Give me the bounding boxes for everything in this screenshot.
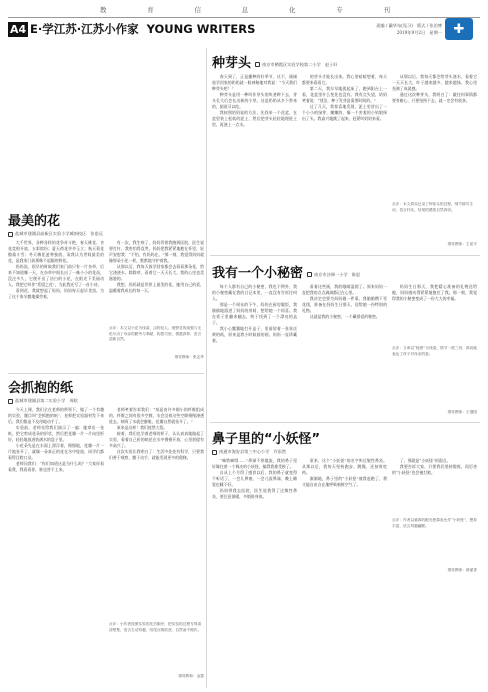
banner-char: 化 [289, 6, 296, 14]
article-byline [255, 62, 337, 68]
advisor: 指导教师：王星平 [447, 242, 477, 246]
byline-text: 盐城市建湖县高新区实验小学城南校区 张思远 [15, 231, 103, 236]
paragraph: 妈妈生日那天，我把精心准备的礼物送给她，妈妈感动得紧紧地抱住了我。那一刻，我觉得我的小秘密变成了一份大大的幸福。 [392, 284, 477, 302]
paragraph: 每个人都有自己的小秘密，我也不例外，我的小秘密藏在我的日记本里，一直没有告诉任何人。 [212, 284, 297, 302]
article-body [109, 407, 204, 622]
byline-text: 南通市海安县第三中心小学 许添然 [219, 449, 287, 454]
advisor: 指导教师：张志华 [174, 355, 204, 359]
article-body [212, 458, 297, 684]
byline-marker-icon [8, 232, 13, 237]
article-title: 会抓抱的纸 [8, 381, 74, 396]
paragraph: 看到花，我就想起了妈妈，妈妈每天起早贪黑，为了这个家辛勤地操劳着。 [8, 288, 104, 300]
article-body [302, 284, 387, 419]
banner-char: 专 [336, 6, 343, 14]
article-body [302, 458, 387, 684]
section-divider [8, 373, 204, 374]
article-body [302, 74, 387, 252]
banner-char: 教 [100, 6, 107, 14]
paragraph: 小花朵先是在水面上漂浮着，慢慢地，花瓣一片一片地张开了，就像一朵真正的花在水中绽放，同学们都看得目瞪口呆。 [8, 443, 104, 461]
article-secret [212, 262, 480, 419]
column-divider [206, 48, 207, 688]
paragraph: 实验前，老师先给我们演示了一遍：她拿出一张纸，把它剪成花朵的形状，然后把花瓣一片一片向里折好，轻轻地放进装满水的盘子里。 [8, 425, 104, 443]
meta-date: 2019年9月2日 星期一 [396, 30, 442, 35]
advisor: 指导教师：薛丽香 [447, 568, 477, 572]
advisor: 指导教师：王继国 [447, 410, 477, 414]
header-rule [8, 17, 480, 18]
meta-editors: 责编 / 戴华东(见习) 版式 / 张治博 [376, 23, 442, 28]
article-comment: 点评：作者以童真的眼光把鼻炎比作“小妖怪”，想象丰富，语言风趣幽默。 [392, 518, 477, 528]
paragraph: 原来是这样！我们恍然大悟。 [116, 425, 168, 431]
paragraph: 大千世界，各种各样的花争奇斗艳，春天桃花、杏花竞相开放，五彩缤纷；夏天荷花亭亭玉立；秋天菊花傲霜斗雪；冬天梅花凌寒独放，而我认为世间最美的花，是我家门前那株不起眼的野花。 [8, 240, 104, 264]
banner-char: 信 [194, 6, 201, 14]
paragraph: 这次实验让我明白了：生活中处处有科学，只要我们善于观察，勤于动手，就能发现更多的奥秘。 [109, 449, 204, 461]
article-byline [212, 449, 480, 455]
paragraph: 我想，妈妈就是世界上最美的花，她用自己的爱，温暖着我成长的每一天。 [109, 282, 204, 294]
paragraph: 春天到了，正是播种的好季节，这不，刚刚放学回家的奶奶就一脸神秘地对我说：“今天我们种芽头吧！” [212, 74, 297, 92]
article-paper [8, 377, 204, 687]
article-body [392, 74, 477, 202]
article-nose [212, 428, 480, 686]
paragraph: 我按照奶奶说的方法，先找来一个花盆，在盆里装上松软的泥土，然后把芽头轻轻地埋进土里，再浇上一点水。 [212, 110, 297, 128]
article-comment: 点评：本文真实记录了种芽头的过程，细节描写生动，语言朴实，结尾的感悟自然真切。 [392, 202, 474, 212]
byline-text: 南京市栖霞区实验学校第二小学 赵子轩 [262, 61, 338, 67]
column-title-en: YOUNG WRITERS [146, 22, 256, 36]
banner-chars [100, 5, 390, 14]
article-byline [8, 398, 204, 404]
article-body [392, 284, 477, 346]
paragraph: 老师问我们：“你们知道这是为什么吗？”大家你看看我，我看看你，谁也答不上来。 [8, 461, 104, 473]
banner-char: 息 [241, 6, 249, 14]
page-number: A4 [10, 23, 27, 36]
advisor: 指导教师：金蔷 [178, 674, 204, 678]
paragraph: 妈妈带我去医院，医生说我得了过敏性鼻炎，要注意保暖，多锻炼身体。 [212, 488, 297, 500]
byline-text: 盐城市建湖县第二实验小学 周晗 [15, 398, 78, 403]
article-body [109, 240, 204, 326]
header-meta [370, 22, 442, 36]
banner-char: 育 [147, 6, 154, 14]
paragraph: 过了几天，我惊喜地发现，泥土里冒出了一个小小的绿芽，嫩嫩的，像一个害羞的小姑娘探出了头。我高兴地跳了起来，赶紧叫奶奶来看。 [302, 104, 387, 122]
paragraph: “嘀嗒嘀嗒……”鼻涕不停地流，我的鼻子里好像住着一个调皮的小妖怪，搞得我难受极了。 [212, 458, 297, 470]
article-body [8, 407, 104, 687]
byline-marker-icon [307, 272, 312, 277]
article-comment: 点评：本文以小花为线索，由物及人，借野花的顽强与无私写出了母亲的勤劳与奉献，构思巧妙，情感真挚，语言清新自然。 [109, 326, 202, 342]
paragraph: 我决定也要为妈妈做一件事。我偷偷攒下零花钱，准备在妈妈生日那天，送给她一份特别的礼物。 [302, 296, 387, 314]
paragraph: 通过这次种芽头，我明白了：做任何事情都要有耐心，只要坚持下去，就一定会有收获。 [392, 92, 477, 104]
page-header [0, 0, 488, 48]
paragraph: 老师笑着告诉我们：“纸是由许多细小的纤维组成的，纤维之间有很多空隙，水会沿着这些空隙慢慢渗透进去，纸吸了水就会膨胀，花瓣自然就张开了。” [109, 407, 204, 425]
paragraph: 渐渐地，鼻子里的“小妖怪”被我赶跑了，我又能自由自在地呼吸新鲜空气了。 [302, 476, 387, 488]
article-body [212, 74, 297, 252]
paragraph: 第二天，我早早地就起床了，跑到阳台上一看，花盆里什么变化也没有。我有点失望，奶奶笑着说：“别急，种子发芽是需要时间的。” [302, 86, 387, 104]
paragraph: 今天上课，我们全在老师的带领下，做了一个有趣的实验，题目叫“会抓抱的纸”，老师把实验器材发下来后，我们都迫不及待地动手了。 [8, 407, 104, 425]
section-divider [210, 422, 480, 423]
paragraph: 的芽头才能长出来。我心里暗暗想着，每天都要来看看它。 [302, 74, 387, 86]
banner-char: 刊 [383, 6, 390, 14]
paragraph: 那是一个周末的下午，妈妈在厨房做饭，我偷偷地溜进了妈妈的房间，想给她一个惊喜。我在柜子里翻来翻去，终于找到了一个漂亮的盒子。 [212, 302, 297, 326]
logo-icon: ✚ [453, 21, 465, 37]
paragraph: 了，那就是“小妖怪”的弱点。 [399, 458, 451, 463]
article-body [212, 284, 297, 419]
article-title: 种芽头 [212, 56, 252, 71]
article-body [8, 240, 104, 366]
article-seed [212, 52, 480, 252]
article-byline [307, 272, 360, 278]
paragraph: 从那以后，我每天都会给芽头浇水，看着它一天天长大，叶子越来越多，越来越绿，我心里充满了成就感。 [392, 74, 477, 92]
paragraph: 这就是我的小秘密，一个藏着爱的秘密。 [309, 314, 380, 320]
paragraph: 接着，我们也学着老师的样子，认认真真地做起了实验，看着自己折的纸花在水中慢慢开放，心里别提有多高兴了。 [109, 431, 204, 449]
byline-marker-icon [212, 450, 217, 455]
article-title: 最美的花 [8, 214, 61, 229]
header-logo [445, 18, 473, 40]
byline-marker-icon [255, 62, 260, 67]
section-divider [210, 255, 480, 256]
paragraph: 我要告诉大家，只要我们坚持锻炼，再厉害的“小妖怪”也会被打败。 [392, 464, 477, 476]
byline-text: 南京市沙洲一小学 陈思 [314, 271, 361, 277]
article-body [392, 458, 477, 518]
article-flower [8, 210, 204, 370]
column-title [30, 21, 255, 37]
article-title: 我有一个小秘密 [212, 266, 304, 281]
paragraph: 从那以后，我每天放学回家都会去看看那朵花，给它浇浇水、除除草，看着它一天天长大，我的心里也美滋滋的。 [109, 264, 204, 282]
paragraph: 种芽头是用一种叫作芽头的块茎种下去，芽头长大后会长出新的小芽。这是奶奶从乡下带来的，据说可以吃。 [212, 92, 297, 110]
article-comment: 点评：文章以“秘密”为线索，情节一波三折，真切地表达了孩子对母亲的爱。 [392, 346, 477, 356]
article-title: 鼻子里的“小妖怪” [212, 432, 321, 447]
byline-marker-icon [8, 399, 13, 404]
paragraph: 我小心翼翼地打开盒子，里面装着一张张泛黄的纸，原来是我小时候画的画，妈妈一直珍藏着。 [212, 326, 297, 344]
article-comment: 点评：小作者按照实验的先后顺序，把实验的过程写得清清楚楚，语言生动有趣，结尾点明收获，自然而不做作。 [109, 622, 202, 632]
article-byline [8, 231, 204, 237]
paragraph: 有一次，我生病了，妈妈背着我跑到医院，医生说要打针，我害怕得直哭，妈妈把我紧紧地抱在怀里，轻声安慰我：“不怕，有妈妈在。”那一刻，我觉得妈妈就像那朵小花一样，默默地守护着我。 [109, 240, 204, 264]
paragraph: 看着这些画，我的眼睛湿润了。原来妈妈一直把我的点点滴滴都记在心里。 [302, 284, 387, 296]
paragraph: 自从上个月得了感冒以后，我的鼻子就变得不听话了，一会儿鼻塞，一会儿流鼻涕，晚上睡觉也睡不好。 [212, 470, 297, 488]
paragraph: 妈妈说，很早的时候我们家门前只有一片杂草，后来不知道哪一天，在杂草中间长出了一株小小的花苗，没过多久，它便开出了洁白的小花，在阳光下美丽动人，我把它叫作“希望之花”，为此我还写了一首小诗。 [8, 264, 104, 288]
column-title-cn: E·学江苏·江苏小作家 [30, 22, 139, 36]
paragraph: 原来，这个“小妖怪”的名字叫过敏性鼻炎。从那以后，我每天坚持跑步、跳绳，还按时吃药。 [302, 458, 387, 476]
